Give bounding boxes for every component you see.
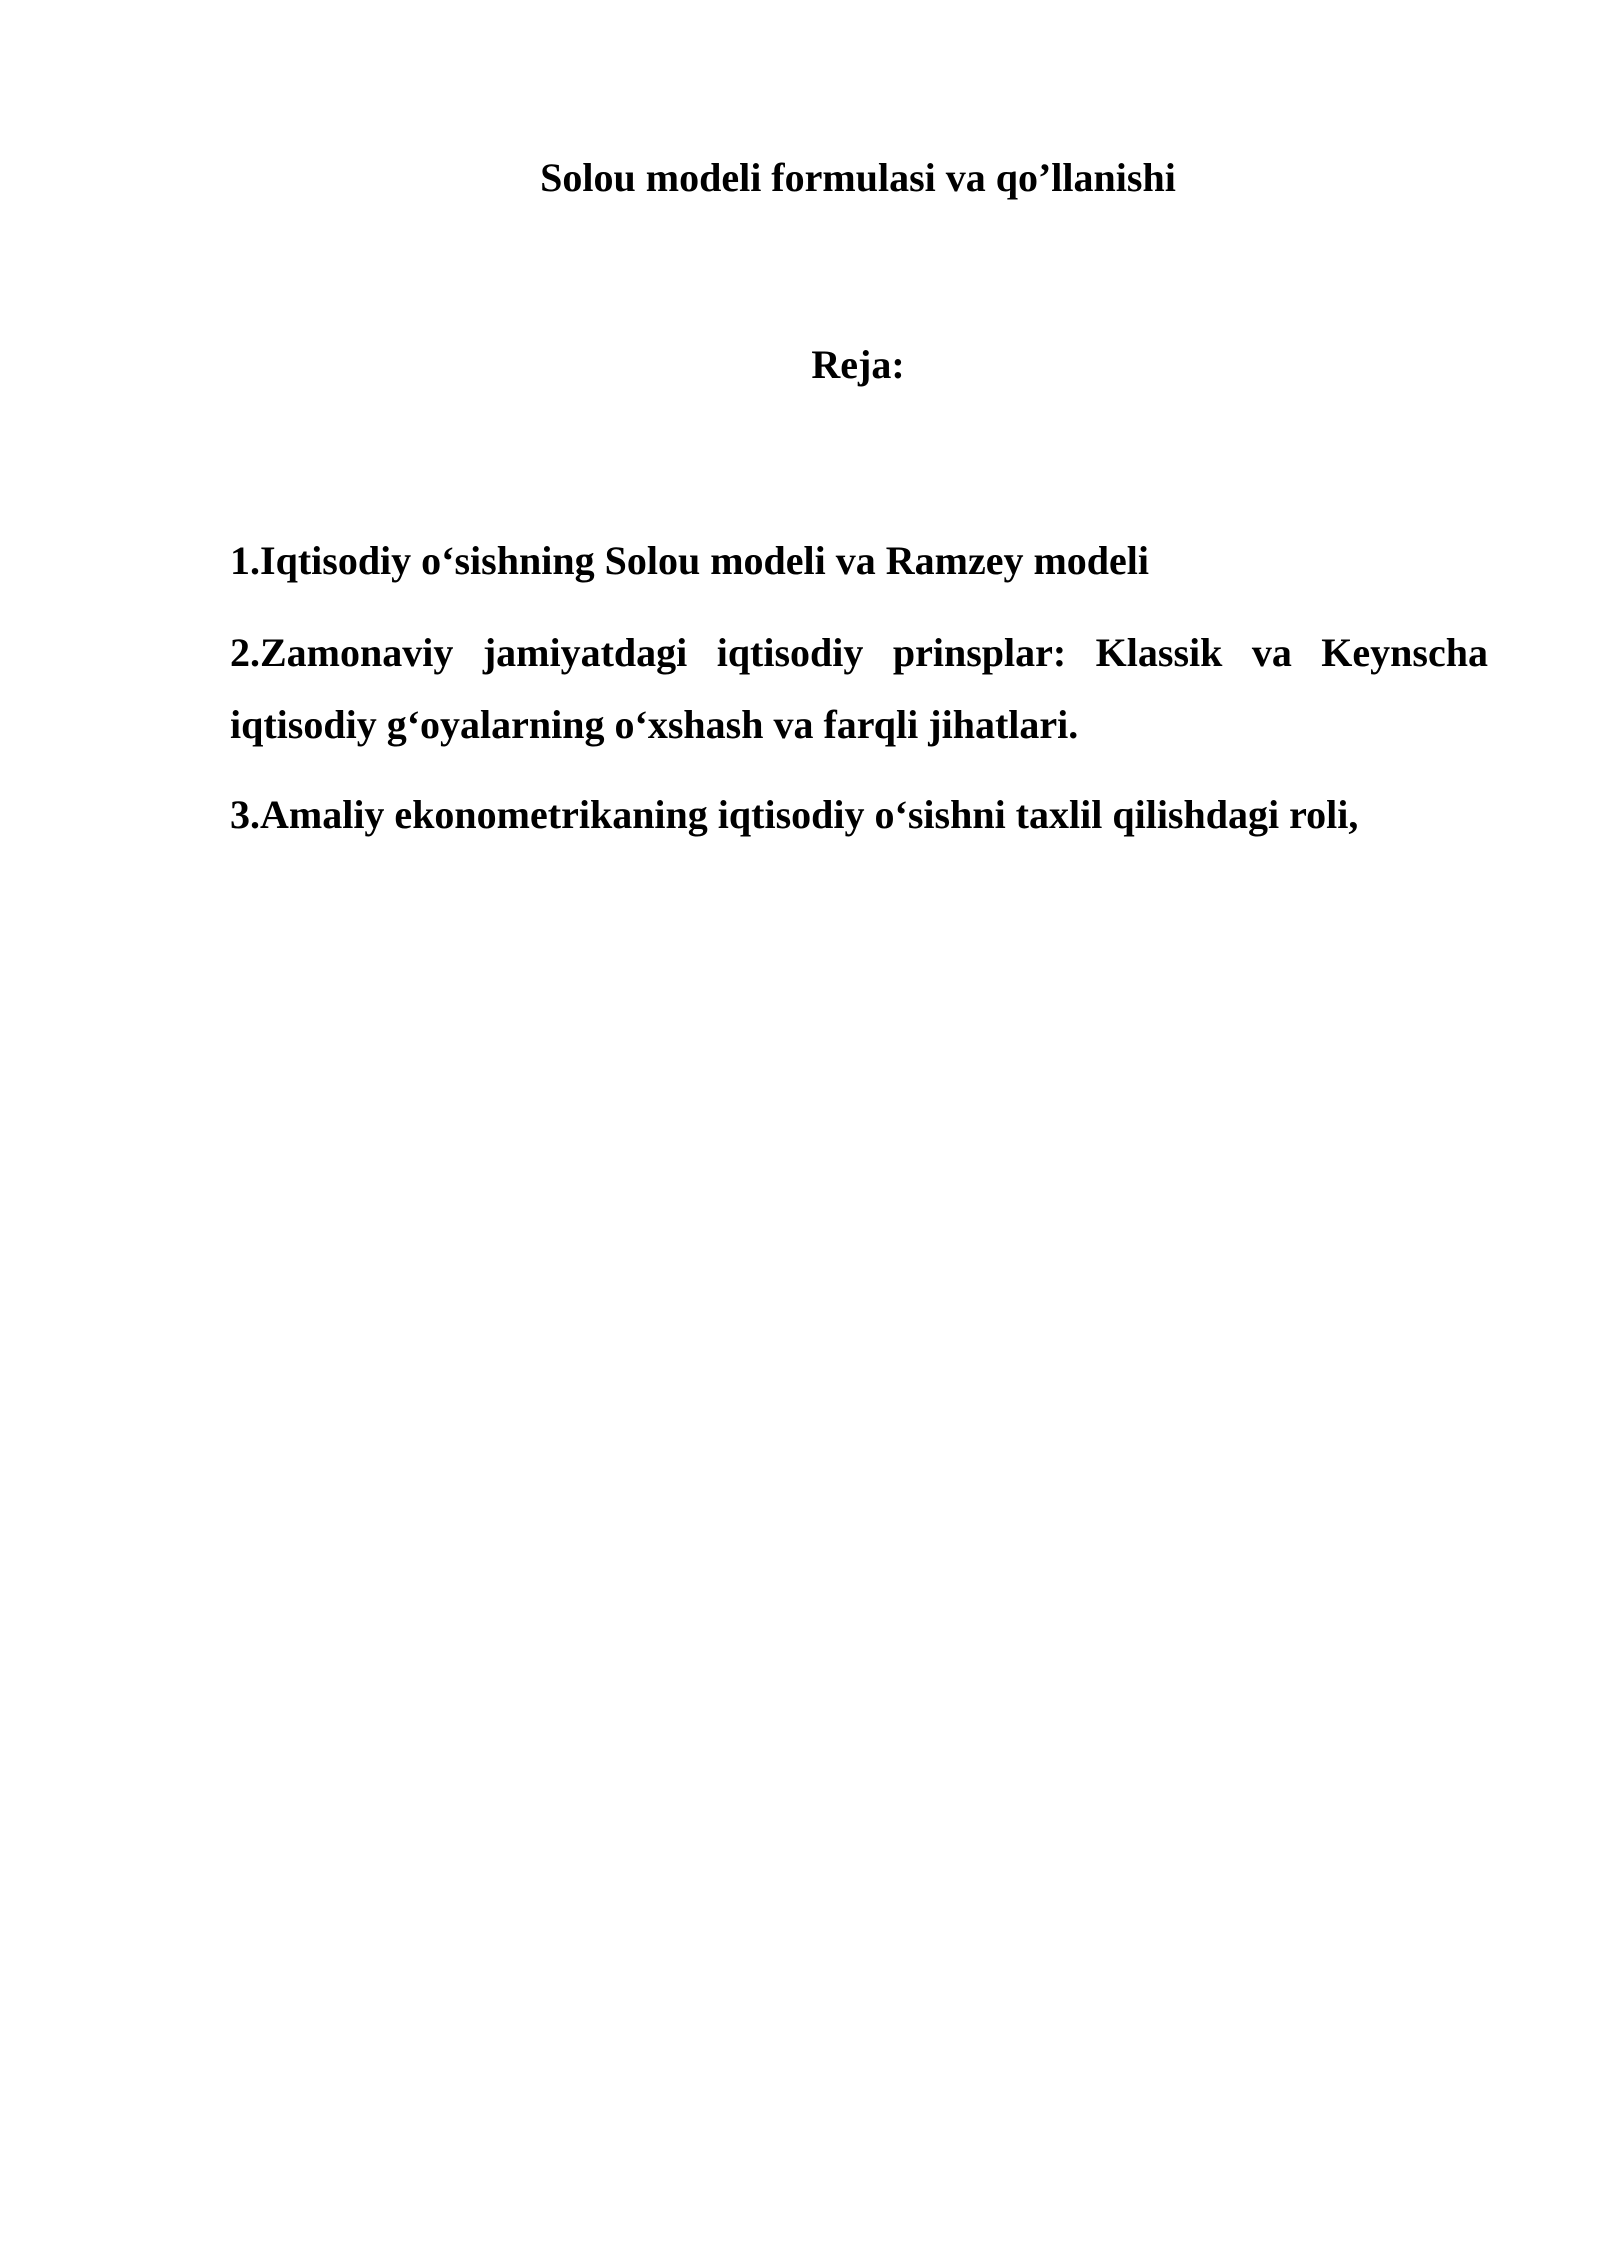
plan-item-3: 3.Amaliy ekonometrikaning iqtisodiy o‘sishni taxlil qilishdagi roli,	[230, 792, 1359, 837]
plan-heading: Reja:	[811, 342, 905, 387]
plan-item-1: 1.Iqtisodiy o‘sishning Solou modeli va Ramzey modeli	[230, 538, 1150, 583]
document-title: Solou modeli formulasi va qo’llanishi	[540, 155, 1176, 200]
plan-item-2: 2.Zamonaviy jamiyatdagi iqtisodiy prinsplar: Klassik va Keynscha iqtisodiy g‘oyalarning o‘xshash va farqli jihatlari.	[230, 630, 1488, 747]
plan-list	[230, 525, 1488, 871]
